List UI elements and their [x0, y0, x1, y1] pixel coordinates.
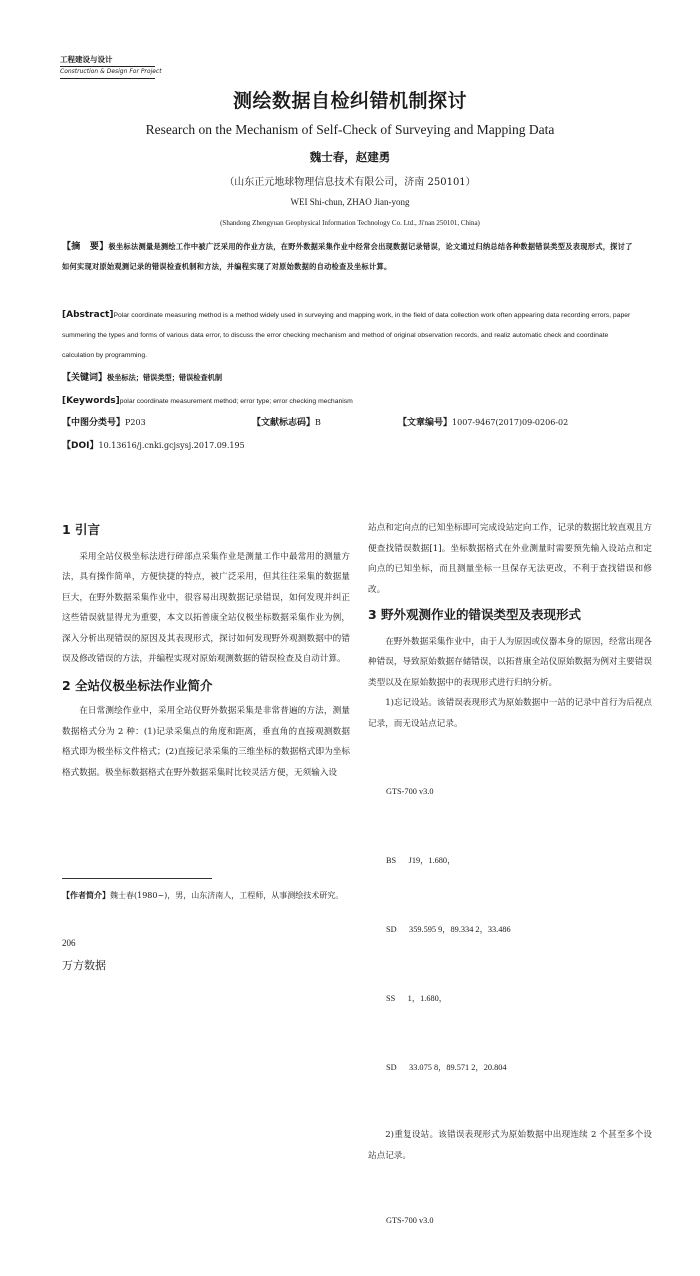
section-2-paragraph: 在日常测绘作业中，采用全站仪野外数据采集是非常普遍的方法，测量数据格式分为 2 种：(1)记录采集点的角度和距离，垂直角的直接观测数据格式即为极坐标文件格式；(2)直接记录采集的三维坐标的数据格式即为坐标格式数据。极坐标数据格式在野外数据采集时比较灵活方便，无须输入设	[62, 706, 350, 778]
error-item-2: 2)重复设站。该错误表现形式为原始数据中出现连续 2 个甚至多个设站点记录。	[368, 1130, 652, 1161]
abstract-en-label: [Abstract]	[62, 310, 114, 320]
right-paragraph-1: 站点和定向点的已知坐标即可完成设站定向工作，记录的数据比较直观且方便查找错误数据[1]。坐标数据格式在外业测量时需要预先输入设站点和定向点的已知坐标，而且测量坐标一旦保存无法更改，不利于查找错误和修改。	[368, 523, 652, 595]
clc-label: 【中图分类号】	[62, 418, 126, 428]
article-label: 【文章编号】	[398, 418, 453, 428]
authors-en: WEI Shi-chun, ZHAO Jian-yong	[290, 197, 410, 207]
abstract-cn-label: 【摘 要】	[62, 242, 109, 252]
affiliation-en: (Shandong Zhengyuan Geophysical Information Technology Co. Ltd., Ji'nan 250101, China)	[220, 219, 480, 227]
article-number	[398, 415, 568, 428]
doc-label: 【文献标志码】	[252, 418, 316, 428]
code-line: SS 1，1.680，	[386, 994, 448, 1003]
keywords-en	[62, 393, 637, 410]
right-column	[368, 518, 652, 1276]
article-value: 1007-9467(2017)09-0206-02	[452, 418, 569, 427]
code-line: GTS-700 v3.0	[386, 1216, 434, 1225]
abstract-en	[62, 305, 637, 366]
clc-value: P203	[125, 418, 146, 427]
left-column	[62, 520, 350, 783]
keywords-cn	[62, 369, 637, 387]
affiliation-cn: （山东正元地球物理信息技术有限公司，济南 250101）	[224, 177, 476, 188]
error-item-1: 1)忘记设站。该错误表现形式为原始数据中一站的记录中首行为后视点记录，而无设站点记录。	[368, 698, 652, 729]
code-line: SD 359.595 9，89.334 2，33.486	[386, 925, 511, 934]
journal-name-cn: 工程建设与设计	[60, 55, 113, 64]
doi-value: 10.13616/j.cnki.gcjsysj.2017.09.195	[98, 441, 245, 450]
code-line: BS J19，1.680，	[386, 856, 456, 865]
doc-value: B	[315, 418, 321, 427]
page-number: 206	[62, 938, 76, 948]
journal-rule	[60, 78, 155, 79]
footnote-rule	[62, 878, 212, 879]
code-block-2	[368, 1166, 652, 1276]
section-2-heading: 2 全站仪极坐标法作业简介	[62, 677, 213, 693]
journal-name-en: Construction & Design For Project	[60, 68, 162, 75]
section-1-heading: 1 引言	[62, 522, 101, 537]
code-block-1	[368, 734, 652, 1125]
doi	[62, 437, 637, 455]
code-line: SD 33.075 8，89.571 2，20.804	[386, 1063, 507, 1072]
classification-row	[62, 415, 637, 432]
paper-title-cn: 测绘数据自检纠错机制探讨	[232, 90, 467, 112]
section-1-paragraph: 采用全站仪极坐标法进行碎部点采集作业是测量工作中最常用的测量方法，具有操作简单，方便快捷的特点，被广泛采用，但其往往采集的数据量巨大，在野外数据采集作业中，很容易出现数据记录错误，如何发现并纠正这些错误就显得尤为重要，本文以拓普康全站仪极坐标数据采集作业为例，深入分析出现错误的原因及其表现形式，探讨如何发现野外观测数据中的错误及修改错误的方法，并编程实现对原始观测数据的错误检查及自动计算。	[62, 551, 350, 664]
paper-title-en: Research on the Mechanism of Self-Check of Surveying and Mapping Data	[145, 122, 555, 137]
code-line: GTS-700 v3.0	[386, 787, 434, 796]
doi-label: 【DOI】	[62, 441, 99, 451]
journal-rule	[60, 66, 155, 67]
document-code	[252, 415, 321, 428]
section-3-heading: 3 野外观测作业的错误类型及表现形式	[368, 607, 582, 622]
clc-number	[62, 415, 146, 428]
abstract-cn	[62, 237, 637, 277]
abstract-cn-text: 极坐标法测量是测绘工作中被广泛采用的作业方法，在野外数据采集作业中经常会出现数据记录错误，论文通过归纳总结各种数据错误类型及表现形式，探讨了如何实现对原始观测记录的错误检查机制和方法，并编程实现了对原始数据的自动检查及坐标计算。	[62, 242, 633, 271]
keywords-cn-label: 【关键词】	[62, 373, 108, 383]
abstract-en-text: Polar coordinate measuring method is a method widely used in surveying and mapping work, in the field of data collection work often appearing data recording errors, paper summering the types and forms of various data error, to discuss the error checking mechanism and method of original observation records, and realiz automatic check and coordinate calculation by programming.	[62, 312, 631, 359]
section-3-paragraph: 在野外数据采集作业中，由于人为原因或仪器本身的原因，经常出现各种错误，导致原始数据存储错误，以拓普康全站仪原始数据为例对主要错误类型以及在原始数据中的表现形式进行归纳分析。	[368, 636, 652, 688]
footnote-label: 【作者简介】	[62, 891, 110, 900]
watermark: 万方数据	[62, 959, 106, 972]
authors-cn: 魏士春，赵建勇	[309, 150, 391, 164]
keywords-en-label: [Keywords]	[62, 396, 120, 406]
author-footnote	[62, 887, 352, 904]
footnote-text: 魏士春(1980~)，男，山东济南人，工程师，从事测绘技术研究。	[110, 891, 344, 900]
keywords-en-text: polar coordinate measurement method; error type; error checking mechanism	[119, 398, 353, 405]
keywords-cn-text: 极坐标法；错误类型；错误检查机制	[107, 373, 223, 382]
